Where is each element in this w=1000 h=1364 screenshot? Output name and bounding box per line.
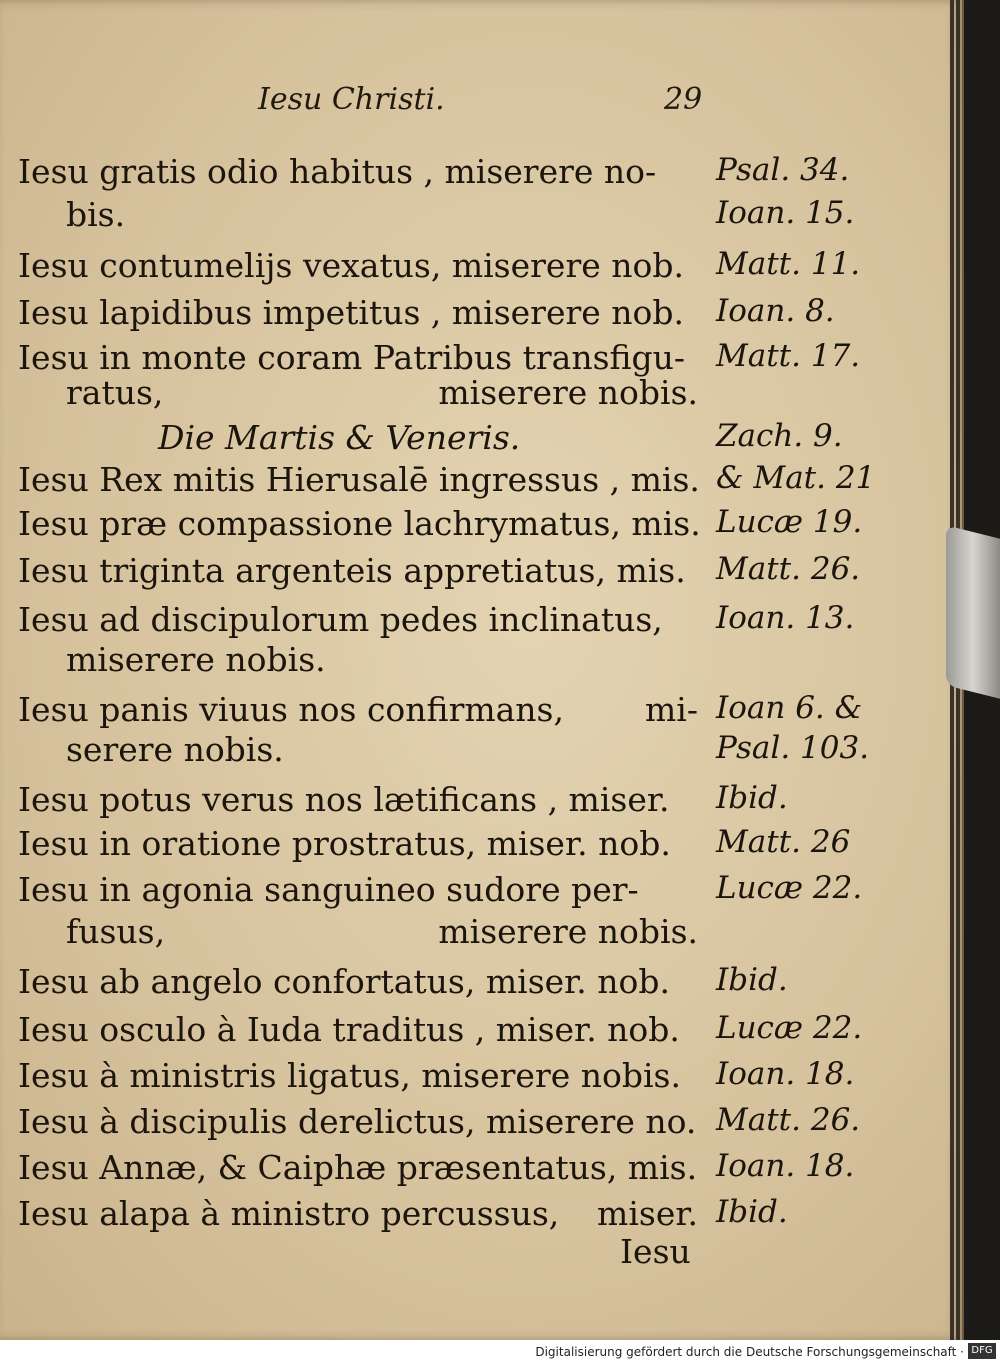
text-line: [18, 418, 898, 464]
text-line: [18, 195, 898, 241]
line-text: Iesu alapa à ministro percussus,: [18, 1194, 560, 1233]
text-line: [18, 293, 898, 339]
line-text: Iesu osculo à Iuda traditus , miser. nob.: [18, 1010, 680, 1049]
text-line: [18, 1056, 898, 1102]
line-text: Iesu à ministris ligatus, miserere nobis.: [18, 1056, 681, 1095]
line-right-text: miserere nobis.: [438, 912, 698, 951]
marginal-reference: Lucæ 22.: [716, 1010, 863, 1046]
line-text: Iesu in oratione prostratus, miser. nob.: [18, 824, 671, 863]
line-text: Iesu contumelijs vexatus, miserere nob.: [18, 246, 684, 285]
text-line: [18, 551, 898, 597]
text-line: [18, 504, 898, 550]
line-right-text: miserere nobis.: [438, 373, 698, 412]
text-line: [18, 152, 898, 198]
marginal-reference: Matt. 26: [716, 824, 851, 860]
marginal-reference: Matt. 26.: [716, 1102, 861, 1138]
marginal-reference: Ioan 6. &: [716, 690, 863, 726]
marginal-reference: Matt. 11.: [716, 246, 861, 282]
text-line: [18, 730, 898, 776]
text-line: [18, 824, 898, 870]
line-text: Iesu à discipulis derelictus, miserere no.: [18, 1102, 697, 1141]
line-text: Iesu ab angelo confortatus, miser. nob.: [18, 962, 671, 1001]
line-text: bis.: [66, 195, 126, 234]
text-line: [18, 640, 898, 686]
marginal-reference: Ibid.: [716, 1194, 788, 1230]
line-text: Iesu gratis odio habitus , miserere no-: [18, 152, 657, 191]
text-line: [18, 912, 898, 958]
marginal-reference: Zach. 9.: [716, 418, 843, 454]
footer-bar: [0, 1340, 1000, 1364]
line-text: Iesu Rex mitis Hierusalē ingressus , mis.: [18, 460, 700, 499]
text-line: [18, 460, 898, 506]
text-line: [18, 962, 898, 1008]
line-text: ratus,: [66, 373, 164, 412]
line-right-text: mi-: [645, 690, 698, 729]
text-line: [18, 373, 898, 419]
line-text: serere nobis.: [66, 730, 284, 769]
marginal-reference: Psal. 34.: [716, 152, 850, 188]
marginal-reference: Lucæ 22.: [716, 870, 863, 906]
marginal-reference: Ioan. 18.: [716, 1056, 855, 1092]
line-text: Iesu potus verus nos lætificans , miser.: [18, 780, 670, 819]
catchword: Iesu: [620, 1232, 691, 1271]
page-number: 29: [664, 82, 703, 117]
marginal-reference: Ioan. 8.: [716, 293, 835, 329]
marginal-reference: Ibid.: [716, 962, 788, 998]
line-text: Iesu ad discipulorum pedes inclinatus,: [18, 600, 663, 639]
line-text: Iesu in monte coram Patribus transfigu-: [18, 338, 686, 377]
text-line: [18, 1010, 898, 1056]
line-text: Iesu præ compassione lachrymatus, mis.: [18, 504, 701, 543]
marginal-reference: Lucæ 19.: [716, 504, 863, 540]
text-line: [18, 870, 898, 916]
marginal-reference: Ibid.: [716, 780, 788, 816]
text-line: [18, 780, 898, 826]
catchword-row: [18, 1232, 898, 1278]
line-text: Iesu lapidibus impetitus , miserere nob.: [18, 293, 685, 332]
marginal-reference: Matt. 17.: [716, 338, 861, 374]
line-text: miserere nobis.: [66, 640, 326, 679]
running-title: Iesu Christi.: [258, 82, 445, 117]
line-text: Iesu triginta argenteis appretiatus, mis.: [18, 551, 686, 590]
footer-text: Digitalisierung gefördert durch die Deutsche Forschungsgemeinschaft ·: [535, 1345, 964, 1359]
running-header: [0, 82, 962, 126]
marginal-reference: Ioan. 18.: [716, 1148, 855, 1184]
line-text: Die Martis & Veneris.: [158, 418, 521, 457]
marginal-reference: Ioan. 13.: [716, 600, 855, 636]
text-line: [18, 1148, 898, 1194]
line-text: fusus,: [66, 912, 166, 951]
marginal-reference: & Mat. 21: [716, 460, 876, 496]
dfg-logo: DFG: [968, 1343, 996, 1359]
page-clip: [946, 525, 1000, 698]
marginal-reference: Psal. 103.: [716, 730, 870, 766]
line-text: Iesu panis viuus nos confirmans,: [18, 690, 564, 729]
line-right-text: miser.: [597, 1194, 698, 1233]
marginal-reference: Ioan. 15.: [716, 195, 855, 231]
marginal-reference: Matt. 26.: [716, 551, 861, 587]
line-text: Iesu in agonia sanguineo sudore per-: [18, 870, 639, 909]
text-line: [18, 1102, 898, 1148]
text-line: [18, 246, 898, 292]
line-text: Iesu Annæ, & Caiphæ præsentatus, mis.: [18, 1148, 698, 1187]
